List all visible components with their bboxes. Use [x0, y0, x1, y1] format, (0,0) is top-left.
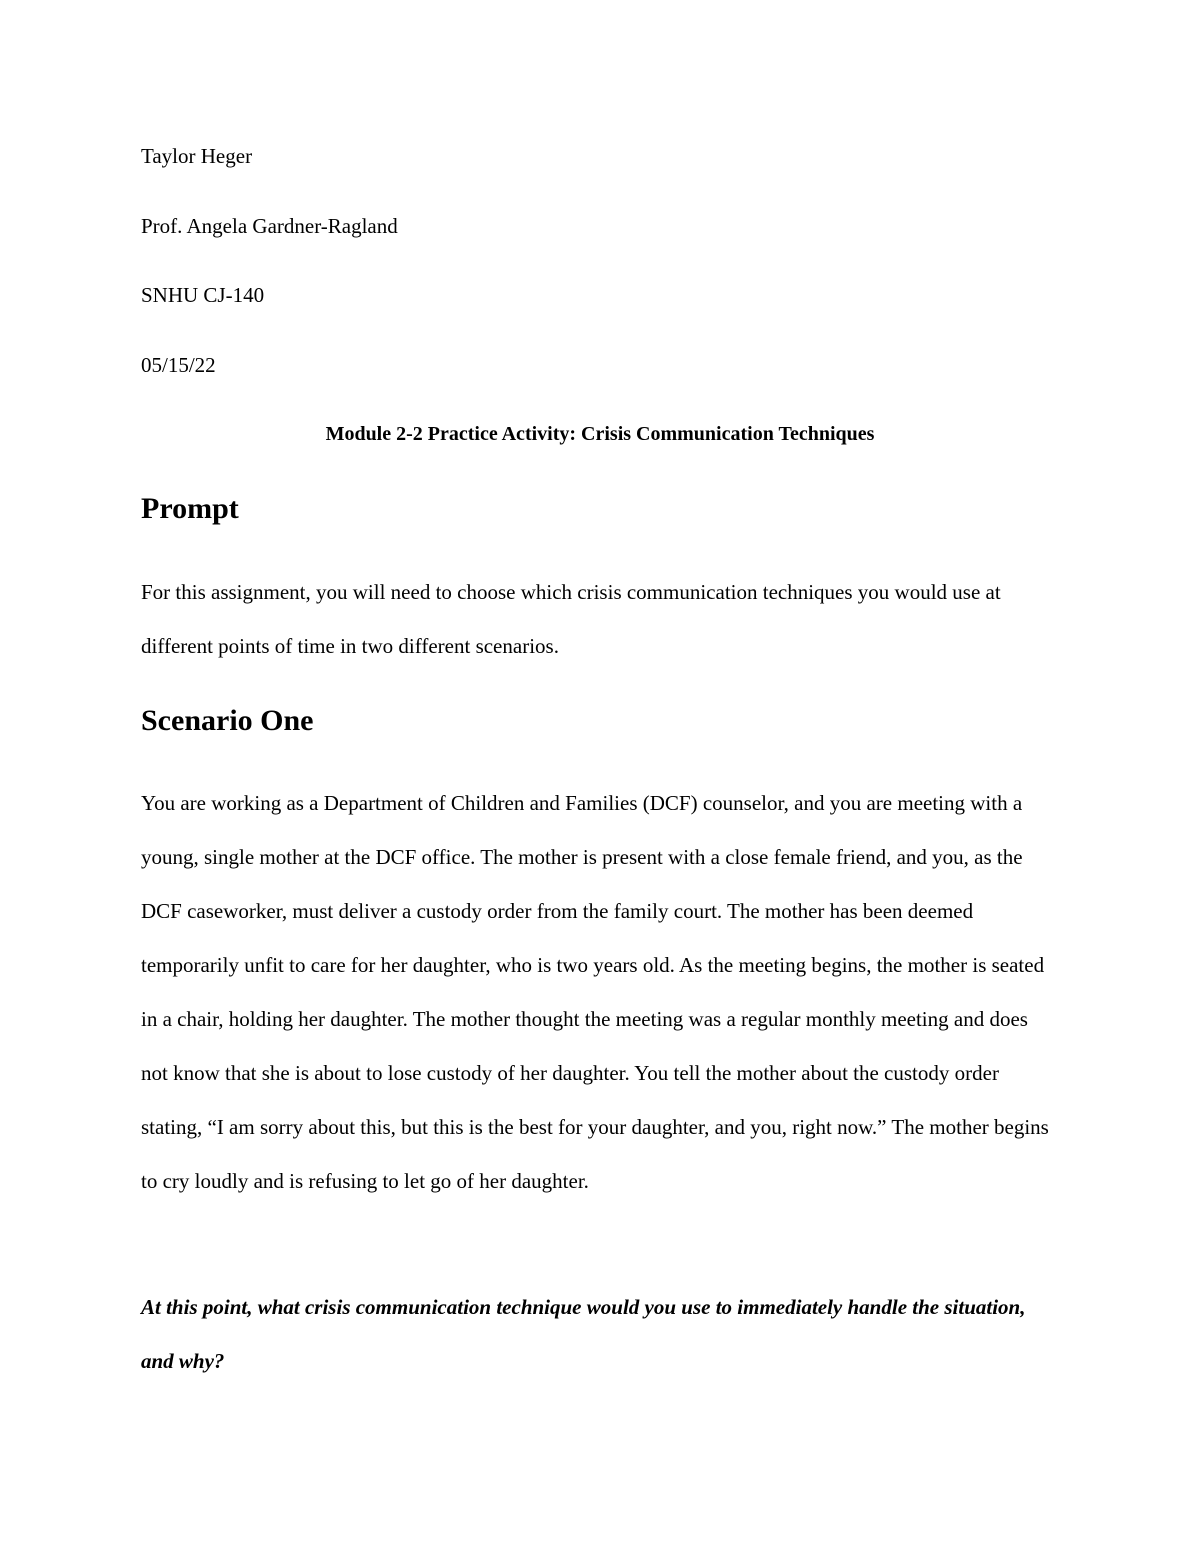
- prompt-paragraph: For this assignment, you will need to choose which crisis communication techniques you would use at different points of time in two different scenarios.: [141, 580, 1001, 658]
- document-date: 05/15/22: [141, 353, 216, 377]
- scenario-one-question: At this point, what crisis communication technique would you use to immediately handle the situation, and why?: [141, 1295, 1026, 1373]
- course-code: SNHU CJ-140: [141, 283, 265, 307]
- document-title: Module 2-2 Practice Activity: Crisis Communication Techniques: [325, 423, 875, 445]
- scenario-one-paragraph: You are working as a Department of Children and Families (DCF) counselor, and you are meeting with a young, single mother at the DCF office. The mother is present with a close female friend, and you, as the DCF caseworker, must deliver a custody order from the family court. The mother has been deemed temporarily unfit to care for her daughter, who is two years old. As the meeting begins, the mother is seated in a chair, holding her daughter. The mother thought the meeting was a regular monthly meeting and does not know that she is about to lose custody of her daughter. You tell the mother about the custody order stating, “I am sorry about this, but this is the best for your daughter, and you, right now.” The mother begins to cry loudly and is refusing to let go of her daughter.: [141, 791, 1049, 1193]
- scenario-one-heading: Scenario One: [141, 704, 314, 737]
- author-name: Taylor Heger: [141, 144, 253, 168]
- professor-name: Prof. Angela Gardner-Ragland: [141, 214, 398, 238]
- prompt-heading: Prompt: [141, 492, 239, 525]
